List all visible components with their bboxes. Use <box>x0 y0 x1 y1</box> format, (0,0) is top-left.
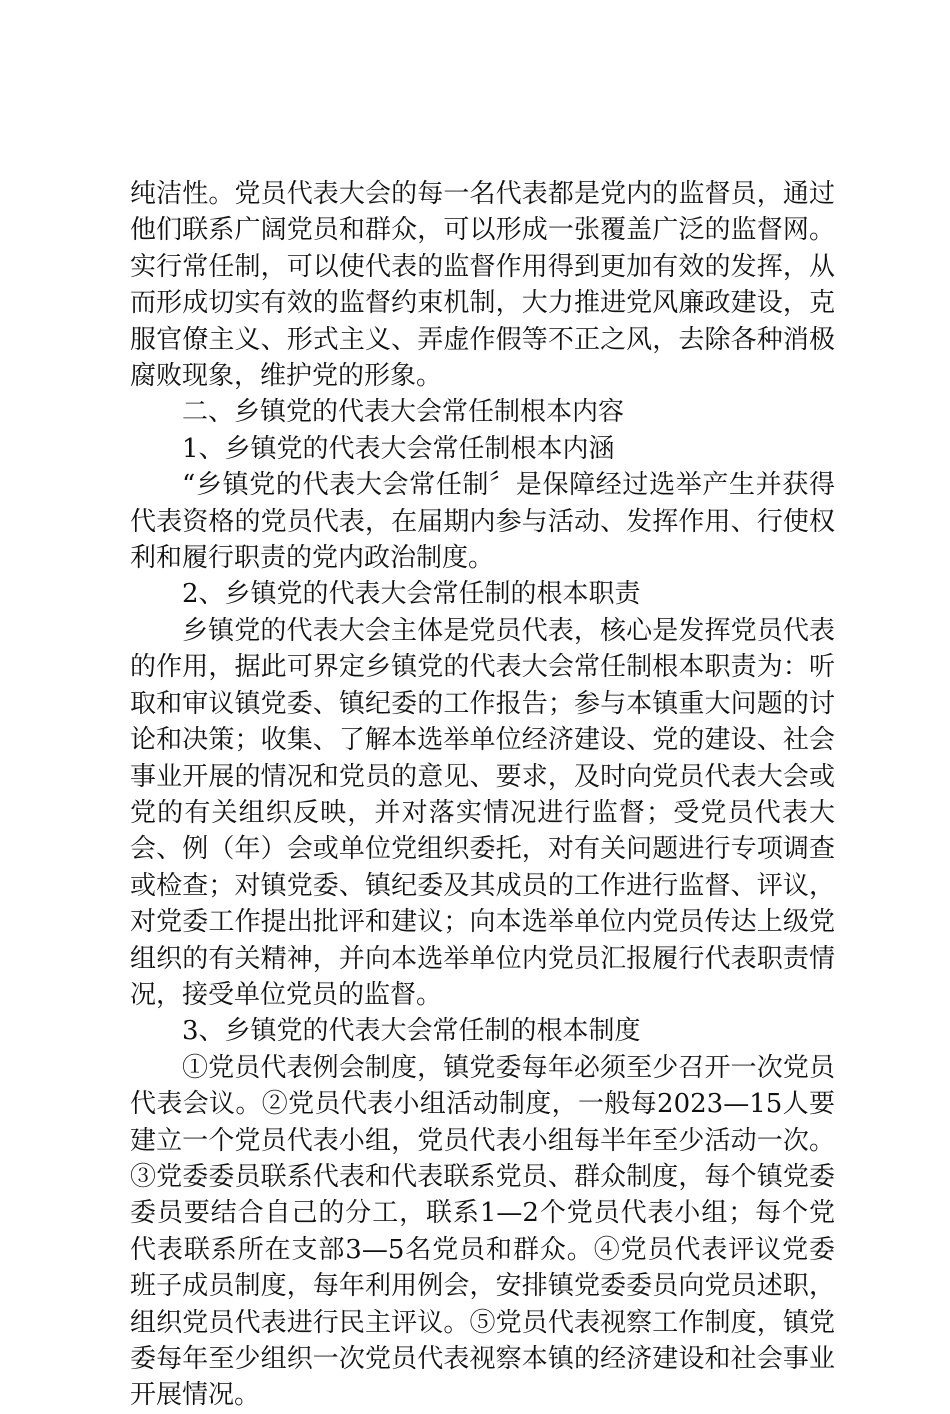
paragraph-duties: 乡镇党的代表大会主体是党员代表，核心是发挥党员代表的作用，据此可界定乡镇党的代表大会常任制根本职责为：听取和审议镇党委、镇纪委的工作报告；参与本镇重大问题的讨论和决策；收集、了解本选举单位经济建设、党的建设、社会事业开展的情况和党员的意见、要求，及时向党员代表大会或党的有关组织反映，并对落实情况进行监督；受党员代表大会、例（年）会或单位党组织委托，对有关问题进行专项调查或检查；对镇党委、镇纪委及其成员的工作进行监督、评议，对党委工作提出批评和建议；向本选举单位内党员传达上级党组织的有关精神，并向本选举单位内党员汇报履行代表职责情况，接受单位党员的监督。 <box>130 615 835 1010</box>
subsection-heading-1: 1、乡镇党的代表大会常任制根本内涵 <box>182 433 615 464</box>
document-body <box>130 176 835 1414</box>
subsection-heading-3: 3、乡镇党的代表大会常任制的根本制度 <box>182 1016 641 1047</box>
section-heading-2: 二、乡镇党的代表大会常任制根本内容 <box>182 397 625 428</box>
subsection-heading-2: 2、乡镇党的代表大会常任制的根本职责 <box>182 579 641 610</box>
paragraph-systems: ①党员代表例会制度，镇党委每年必须至少召开一次党员代表会议。②党员代表小组活动制度，一般每2023—15人要建立一个党员代表小组，党员代表小组每半年至少活动一次。③党委委员联系代表和代表联系党员、群众制度，每个镇党委委员要结合自己的分工，联系1—2个党员代表小组；每个党代表联系所在支部3—5名党员和群众。④党员代表评议党委班子成员制度，每年利用例会，安排镇党委委员向党员述职，组织党员代表进行民主评议。⑤党员代表视察工作制度，镇党委每年至少组织一次党员代表视察本镇的经济建设和社会事业开展情况。 <box>130 1052 835 1411</box>
paragraph-intro-continuation: 纯洁性。党员代表大会的每一名代表都是党内的监督员，通过他们联系广阔党员和群众，可以形成一张覆盖广泛的监督网。实行常任制，可以使代表的监督作用得到更加有效的发挥，从而形成切实有效的监督约束机制，大力推进党风廉政建设，克服官僚主义、形式主义、弄虚作假等不正之风，去除各种消极腐败现象，维护党的形象。 <box>130 179 835 392</box>
paragraph-definition: “乡镇党的代表大会常任制〞是保障经过选举产生并获得代表资格的党员代表，在届期内参与活动、发挥作用、行使权利和履行职责的党内政治制度。 <box>130 470 835 574</box>
